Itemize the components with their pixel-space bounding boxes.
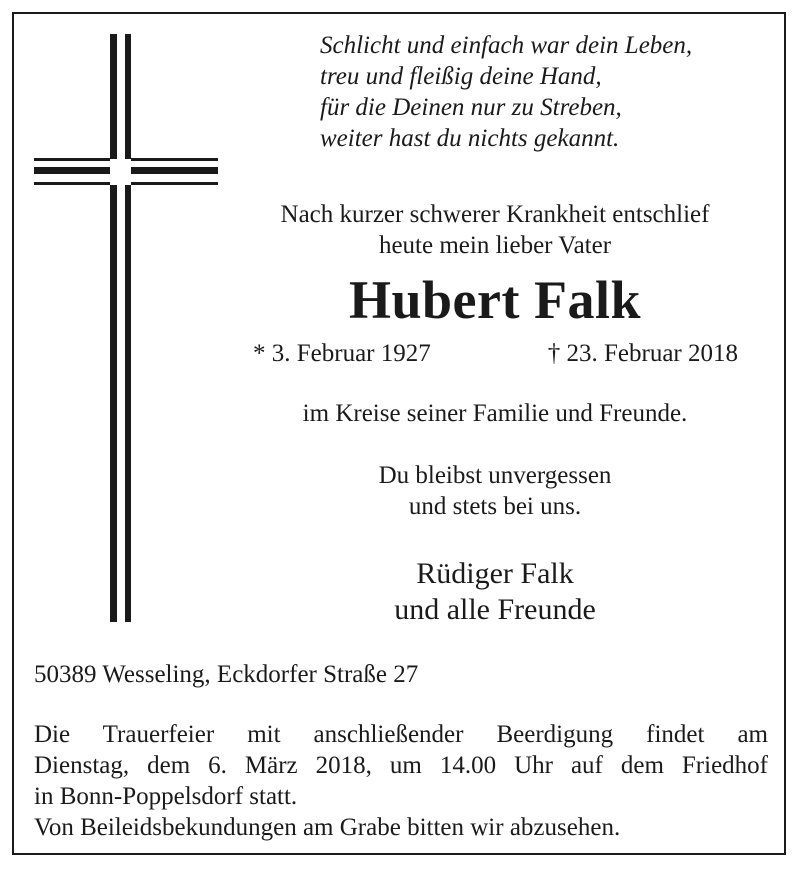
signers — [230, 556, 760, 628]
intro-line: heute mein lieber Vater — [378, 232, 612, 259]
poem-line: Schlicht und einfach war dein Leben, — [320, 32, 693, 59]
death-date: † 23. Februar 2018 — [547, 340, 738, 367]
notice-line: Von Beileidsbekundungen am Grabe bitten wir abzusehen. — [34, 814, 621, 841]
signer-line: und alle Freunde — [394, 593, 596, 626]
notice-line: Die Trauerfeier mit anschließender Beerdigung findet am — [34, 721, 768, 748]
birth-date: * 3. Februar 1927 — [253, 340, 431, 367]
family-circle-text: im Kreise seiner Familie und Freunde. — [302, 400, 688, 427]
intro-line: Nach kurzer schwerer Krankheit entschlief — [280, 201, 710, 228]
deceased-name: Hubert Falk — [348, 270, 641, 330]
family-address: 50389 Wesseling, Eckdorfer Straße 27 — [34, 661, 419, 688]
remembrance-line: und stets bei uns. — [408, 493, 582, 520]
funeral-notice — [34, 719, 768, 843]
poem-line: weiter hast du nichts gekannt. — [320, 125, 620, 152]
intro-text — [230, 199, 760, 261]
signer-line: Rüdiger Falk — [416, 557, 574, 590]
notice-line: Dienstag, dem 6. März 2018, um 14.00 Uhr auf dem Friedhof — [34, 752, 768, 779]
memorial-poem — [320, 30, 780, 154]
remembrance-line: Du bleibst unvergessen — [378, 462, 612, 489]
notice-line: in Bonn-Poppelsdorf statt. — [34, 783, 298, 810]
remembrance-text — [230, 460, 760, 522]
cross-icon — [34, 34, 218, 622]
poem-line: treu und fleißig deine Hand, — [320, 63, 602, 90]
poem-line: für die Deinen nur zu Streben, — [320, 94, 622, 121]
